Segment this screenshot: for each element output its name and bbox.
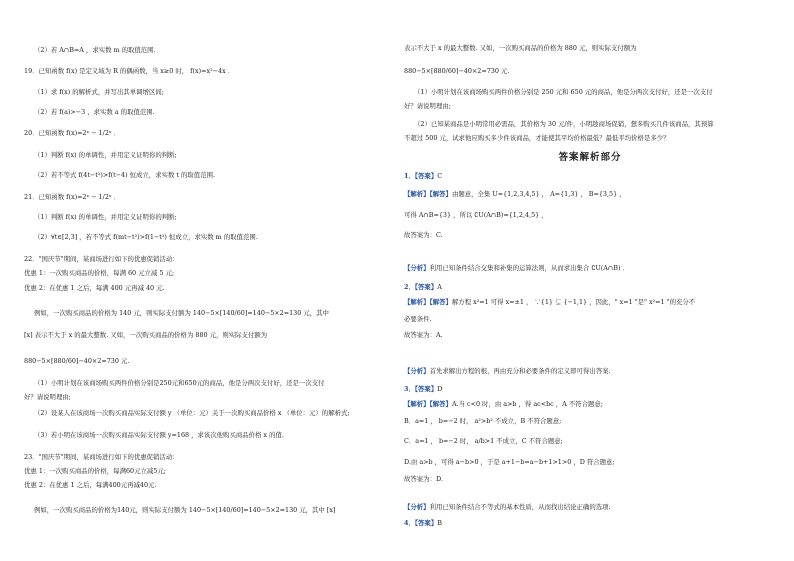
question-line: 22．"国庆节"期间，某商场进行如下的优惠促销活动： (24, 255, 179, 263)
solution-line: C．a=1 ， b=−2 时， a/b>1 不成立，C 不符合题意; (404, 437, 563, 445)
answer-line: 3．【答案】D (404, 385, 443, 393)
question-line: （1）判断 f(x) 的单调性，并用定义证明你的判断; (34, 151, 177, 159)
question-line: 不超过 500 元，试求他应购买多少件该商品，才能使其平均价格最低？最低平均价格是多少？ (404, 134, 670, 142)
question-line: （1）小明计划在该商场购买两件价格分别是250元和650元的商品，他是分两次支付好，还是一次支付 (34, 379, 325, 387)
question-line: 880−5×[880/60]−40×2=730 元. (24, 357, 130, 365)
question-line: 表示不大于 x 的最大整数. 又如，一次购买商品的价格为 880 元，则实际支付额为 (404, 44, 637, 52)
solution-line: D.由 a>b ，可得 a−b>0 ，于是 a+1−b=a−b+1>1>0 ，D 符合题意; (404, 458, 615, 466)
solution-line: B．a=1 ， b=−2 时， a²>b² 不成立，B 不符合题意; (404, 417, 562, 425)
question-line: 优惠 1：一次购买商品的价格，每满 60 元立减 5 元; (24, 269, 174, 277)
question-line: （2）设某人在该商场一次购买商品实际支付额 y （单位：元）关于一次购买商品价格 x （单位：元）的解析式; (34, 409, 350, 417)
solution-line: 可得 A∩B={3} ，所以 ∁U(A∩B)={1,2,4,5} ， (404, 211, 548, 219)
question-line: 例如，一次购买商品的价格为 140 元，则实际支付额为 140−5×[140/60]=140−5×2=130 元，其中 (34, 309, 329, 317)
solution-line: 故答案为：D. (404, 475, 443, 483)
question-line: 21．已知函数 f(x)=2ˣ − 1/2ˣ ． (24, 193, 121, 201)
question-line: （2）若 A∩B=A ，求实数 m 的取值范围. (34, 46, 156, 54)
question-line: [x] 表示不大于 x 的最大整数. 又如，一次购买商品的价格为 880 元，则实际支付额为 (24, 331, 268, 339)
solution-line: 必要条件. (404, 315, 432, 323)
solution-line: 故答案为：A. (404, 331, 443, 339)
answer-line: 2．【答案】A (404, 283, 442, 291)
question-line: 优惠 2：在优惠 1 之后，每满400元再减40元. (24, 481, 157, 489)
question-line: 优惠 1：一次购买商品的价格，每满60元立减5元; (24, 467, 166, 475)
question-line: 880−5×[880/60]−40×2=730 元. (404, 67, 510, 75)
question-line: （3）若小明在该商场一次购买商品实际支付额 y=168 ，求该次他购买商品价格 x 的值. (34, 431, 284, 439)
question-line: 23．"国庆节"期间，某商场进行如下的优惠促销活动： (24, 453, 179, 461)
question-line: （2）∀t∈[2,3] ，若不等式 f(mt−t²)>f(1−t²) 恒成立，求实数 m 的取值范围. (34, 233, 258, 241)
question-line: （2）若 f(a)>−3 ，求实数 a 的取值范围. (34, 108, 155, 116)
analysis-line: 【分析】利用已知条件结合交集和补集的运算法则，从而求出集合 ∁U(A∩B) ． (404, 264, 629, 272)
answer-line: 4．【答案】B (404, 519, 442, 527)
question-line: 好？请说明理由; (404, 102, 451, 110)
question-line: （2）已知某商品是小明常用必需品，其价格为 30 元/件，小明趁商场促销，想多购买几件该商品，其预算 (414, 120, 714, 128)
question-line: 例如，一次购买商品的价格为140元，则实际支付额为 140−5×[140/60]=140−5×2=130 元，其中 [x] (34, 506, 336, 514)
answer-section-title: 答案解析部分 (558, 152, 622, 163)
question-line: 好？请说明理由; (24, 393, 71, 401)
analysis-line: 【解析】【解答】解方程 x²=1 可得 x=±1 ， ∵{1} ⊊ {−1,1} ，因此，" x=1 "是" x²=1 "的充分不 (404, 298, 696, 306)
question-line: 20．已知函数 f(x)=2ˣ − 1/2ˣ ． (24, 129, 121, 137)
answer-line: 1．【答案】C (404, 172, 443, 180)
question-line: 优惠 2：在优惠 1 之后，每满 400 元再减 40 元. (24, 284, 165, 292)
question-line: （1）求 f(x) 的解析式，并写出其单调增区间; (34, 88, 164, 96)
analysis-line: 【解析】【解答】由题意，全集 U={1,2,3,4,5} ， A={1,3} ， B={3,5} ， (404, 190, 626, 198)
analysis-line: 【解析】【解答】A.当 c<0 时，由 a>b ，得 ac<bc ，A 不符合题意; (404, 400, 603, 408)
question-line: （2）若不等式 f(4t−t²)>f(t−4) 恒成立，求实数 t 的取值范围. (34, 171, 215, 179)
question-line: 19．已知函数 f(x) 是定义域为 R 的偶函数，当 x≥0 时， f(x)=x²−4x ． (24, 67, 235, 75)
analysis-line: 【分析】首先求解出方程的根，再由充分和必要条件的定义即可得出答案. (404, 367, 611, 375)
question-line: （1）判断 f(x) 的单调性，并用定义证明你的判断; (34, 213, 177, 221)
analysis-line: 【分析】利用已知条件结合不等式的基本性质，从而找出结论正确的选项. (404, 503, 611, 511)
question-line: （1）小明计划在该商场购买两件价格分别是 250 元和 650 元的商品，他是分两次支付好，还是一次支付 (414, 88, 713, 96)
solution-line: 故答案为：C. (404, 231, 443, 239)
